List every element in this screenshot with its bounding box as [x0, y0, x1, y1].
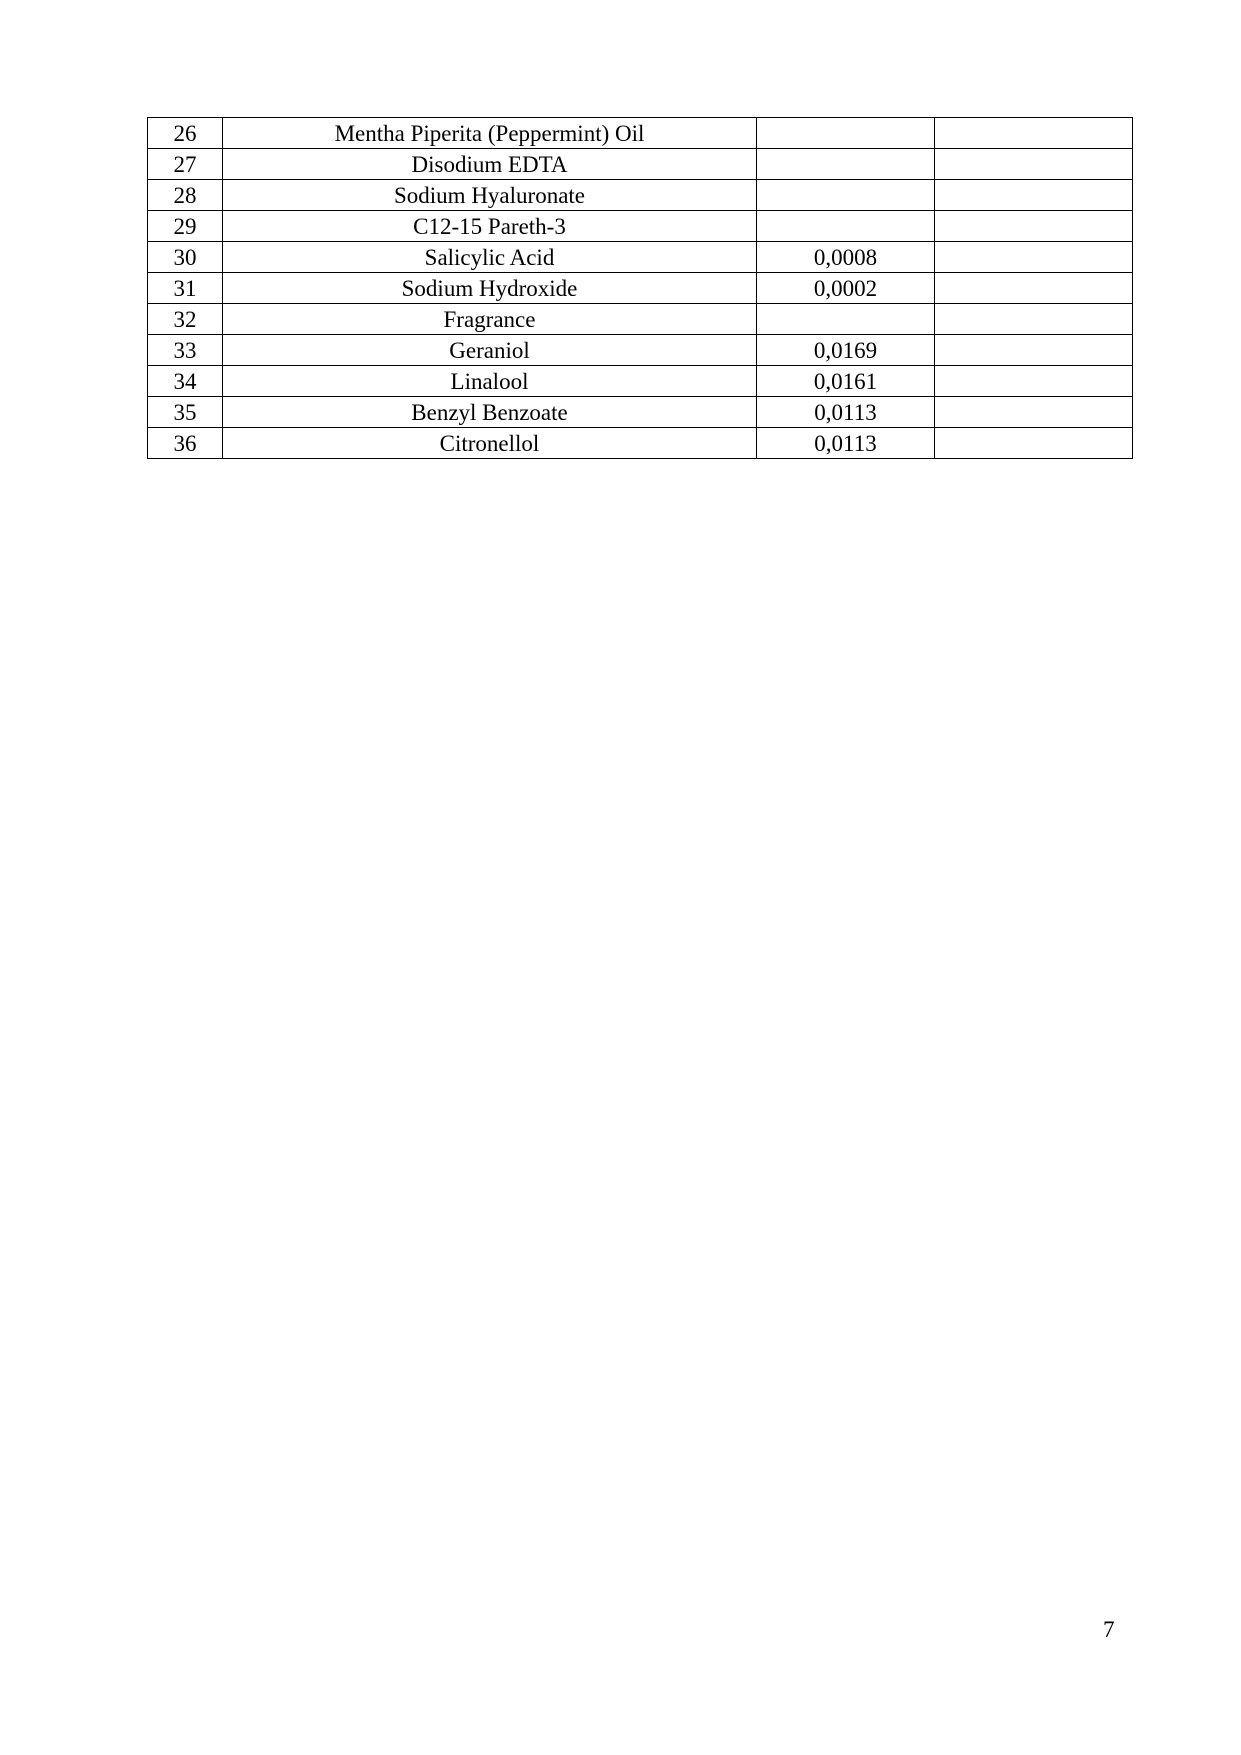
ingredient-name: Fragrance [223, 304, 757, 335]
ingredient-value [757, 118, 935, 149]
table-row [148, 304, 1133, 335]
ingredient-name: Linalool [223, 366, 757, 397]
extra-cell [935, 118, 1133, 149]
table-row [148, 335, 1133, 366]
row-number: 26 [148, 118, 223, 149]
extra-cell [935, 273, 1133, 304]
table-row [148, 118, 1133, 149]
ingredients-table-body [148, 118, 1133, 459]
ingredient-value [757, 180, 935, 211]
row-number: 31 [148, 273, 223, 304]
ingredient-name: Salicylic Acid [223, 242, 757, 273]
table-row [148, 211, 1133, 242]
ingredient-value: 0,0161 [757, 366, 935, 397]
ingredient-value: 0,0008 [757, 242, 935, 273]
ingredient-value: 0,0113 [757, 428, 935, 459]
ingredient-value [757, 211, 935, 242]
extra-cell [935, 211, 1133, 242]
row-number: 32 [148, 304, 223, 335]
page-number: 7 [1103, 1617, 1115, 1642]
table-row [148, 242, 1133, 273]
extra-cell [935, 335, 1133, 366]
ingredient-value: 0,0002 [757, 273, 935, 304]
row-number: 27 [148, 149, 223, 180]
row-number: 34 [148, 366, 223, 397]
extra-cell [935, 428, 1133, 459]
row-number: 30 [148, 242, 223, 273]
ingredient-value: 0,0169 [757, 335, 935, 366]
ingredient-name: Disodium EDTA [223, 149, 757, 180]
ingredient-value: 0,0113 [757, 397, 935, 428]
ingredient-name: Mentha Piperita (Peppermint) Oil [223, 118, 757, 149]
ingredient-name: Sodium Hyaluronate [223, 180, 757, 211]
row-number: 35 [148, 397, 223, 428]
table-row [148, 149, 1133, 180]
ingredient-value [757, 304, 935, 335]
extra-cell [935, 149, 1133, 180]
row-number: 29 [148, 211, 223, 242]
row-number: 33 [148, 335, 223, 366]
table-row [148, 180, 1133, 211]
ingredient-name: Sodium Hydroxide [223, 273, 757, 304]
extra-cell [935, 304, 1133, 335]
ingredient-name: Benzyl Benzoate [223, 397, 757, 428]
extra-cell [935, 366, 1133, 397]
row-number: 36 [148, 428, 223, 459]
ingredient-name: Geraniol [223, 335, 757, 366]
row-number: 28 [148, 180, 223, 211]
table-row [148, 397, 1133, 428]
table-row [148, 428, 1133, 459]
extra-cell [935, 180, 1133, 211]
ingredient-name: Citronellol [223, 428, 757, 459]
ingredient-value [757, 149, 935, 180]
ingredients-table [147, 117, 1133, 459]
table-row [148, 273, 1133, 304]
ingredient-name: C12-15 Pareth-3 [223, 211, 757, 242]
extra-cell [935, 242, 1133, 273]
table-row [148, 366, 1133, 397]
extra-cell [935, 397, 1133, 428]
